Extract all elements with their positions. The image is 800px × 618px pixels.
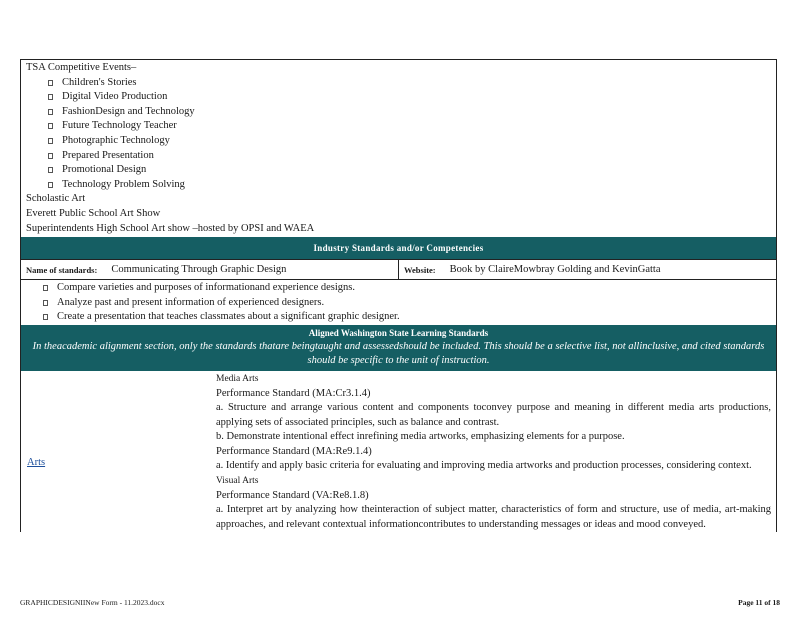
list-item: Promotional Design bbox=[42, 163, 771, 178]
event-line: Scholastic Art bbox=[26, 193, 86, 205]
media-arts-heading: Media Arts bbox=[216, 373, 259, 384]
list-item: Compare varieties and purposes of informationand experience designs. bbox=[37, 281, 776, 296]
list-item: Analyze past and present information of experienced designers. bbox=[37, 296, 776, 311]
performance-standard: Performance Standard (VA:Re8.1.8) bbox=[216, 489, 369, 501]
tsa-section bbox=[21, 60, 776, 237]
content-frame bbox=[20, 59, 777, 532]
performance-standard: Performance Standard (MA:Cr3.1.4) bbox=[216, 387, 371, 399]
list-item: Future Technology Teacher bbox=[42, 119, 771, 134]
list-item: Children's Stories bbox=[42, 76, 771, 91]
competency-list bbox=[21, 280, 776, 325]
standards-row bbox=[21, 259, 776, 280]
arts-link[interactable]: Arts bbox=[27, 456, 46, 468]
arts-label-cell bbox=[21, 371, 216, 533]
list-item: FashionDesign and Technology bbox=[42, 105, 771, 120]
website-value: Book by ClaireMowbray Golding and KevinGatta bbox=[449, 264, 661, 276]
tsa-event-list bbox=[26, 76, 771, 193]
aligned-standards-title: Aligned Washington State Learning Standards bbox=[308, 327, 489, 338]
standard-item: a. Identify and apply basic criteria for evaluating and improving media artworks and production processes, considering context. bbox=[216, 460, 752, 472]
visual-arts-heading: Visual Arts bbox=[216, 476, 259, 487]
standards-name-value: Communicating Through Graphic Design bbox=[111, 264, 287, 276]
event-line: Everett Public School Art Show bbox=[26, 207, 161, 219]
list-item: Technology Problem Solving bbox=[42, 178, 771, 193]
aligned-standards-banner bbox=[21, 325, 776, 371]
event-line: Superintendents High School Art show –hosted by OPSI and WAEA bbox=[26, 222, 315, 234]
document-page bbox=[20, 59, 777, 532]
list-item: Photographic Technology bbox=[42, 134, 771, 149]
standards-name-cell bbox=[21, 260, 399, 279]
footer-filename: GRAPHICDESIGNIINew Form - 11.2023.docx bbox=[20, 598, 165, 607]
standard-item: a. Interpret art by analyzing how theinteraction of subject matter, characteristics of form and structure, use of media, art-making approaches, and relevant contextual informationcontributes to understanding messages or ideas and mood conveyed. bbox=[216, 504, 771, 530]
list-item: Digital Video Production bbox=[42, 90, 771, 105]
performance-standard: Performance Standard (MA:Re9.1.4) bbox=[216, 445, 372, 457]
tsa-heading: TSA Competitive Events– bbox=[26, 62, 137, 73]
footer-page-number: Page 11 of 18 bbox=[738, 598, 780, 607]
list-item: Prepared Presentation bbox=[42, 149, 771, 164]
industry-standards-banner: Industry Standards and/or Competencies bbox=[21, 237, 776, 259]
website-cell bbox=[399, 260, 660, 279]
website-label: Website: bbox=[404, 264, 436, 275]
standard-item: a. Structure and arrange various content and components toconvey purpose and meaning in different media arts productions, applying sets of associated principles, such as balance and contrast. bbox=[216, 402, 771, 428]
aligned-standards-note: In theacademic alignment section, only the standards thatare beingtaught and assessedshould be included. This should be a selective list, not allinclusive, and cited standards should be specific to the unit of instruction. bbox=[32, 340, 765, 366]
arts-row bbox=[21, 371, 776, 533]
standards-name-label: Name of standards: bbox=[26, 264, 98, 275]
arts-standards-content bbox=[216, 371, 771, 533]
list-item: Create a presentation that teaches classmates about a significant graphic designer. bbox=[37, 310, 776, 325]
standard-item: b. Demonstrate intentional effect inrefining media artworks, emphasizing elements for a purpose. bbox=[216, 431, 625, 443]
